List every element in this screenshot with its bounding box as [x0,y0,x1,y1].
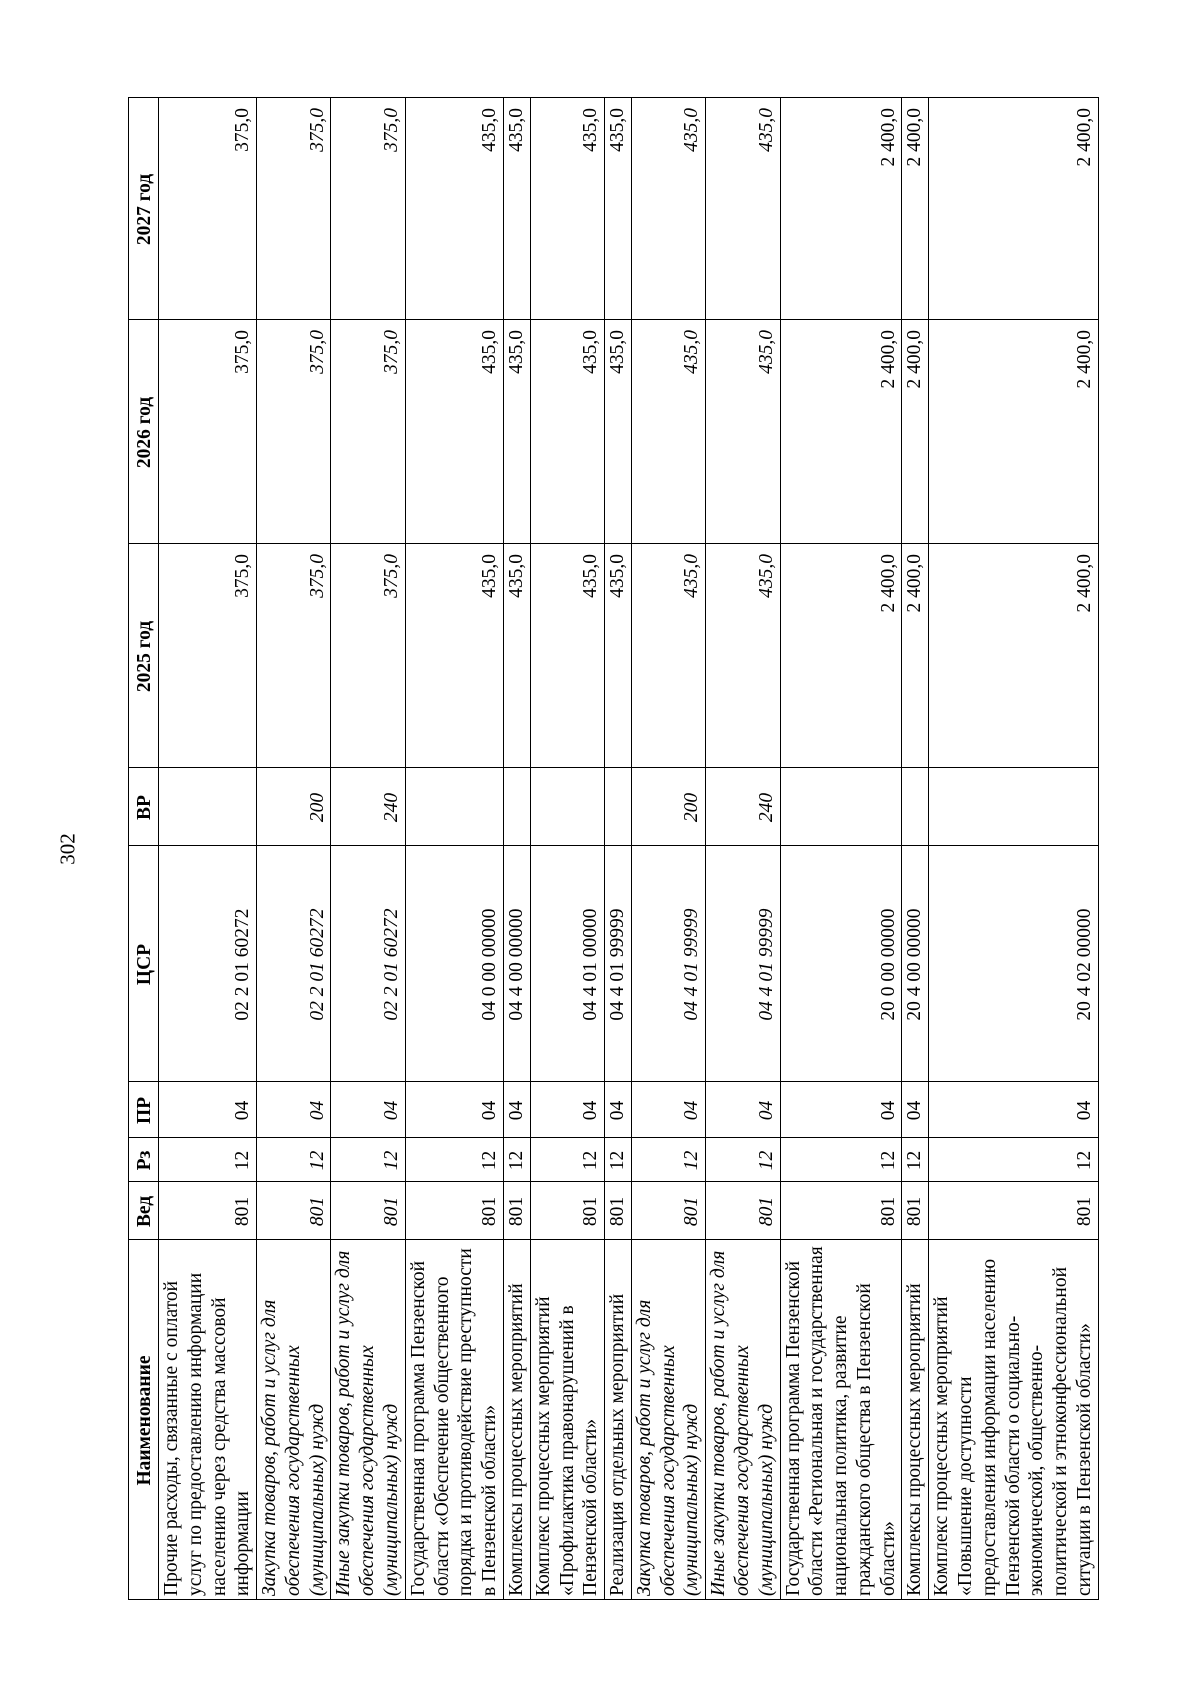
cell-pr: 04 [780,1082,902,1138]
cell-rz: 12 [929,1138,1098,1182]
cell-pr: 04 [331,1082,405,1138]
cell-2027: 375,0 [331,98,405,320]
header-vr: ВР [129,768,159,846]
cell-ved: 801 [631,1182,705,1240]
table-row [159,98,257,1600]
rotated-table-container [128,98,1095,1600]
cell-csr: 04 4 00 00000 [503,846,530,1082]
cell-ved: 801 [257,1182,331,1240]
table-row [503,98,530,1600]
cell-2026: 435,0 [503,320,530,544]
cell-name: Комплексы процессных мероприятий [503,1240,530,1600]
cell-rz: 12 [631,1138,705,1182]
cell-2025: 2 400,0 [780,544,902,768]
cell-2025: 375,0 [257,544,331,768]
table-row [631,98,705,1600]
cell-vr [902,768,929,846]
cell-pr: 04 [706,1082,780,1138]
cell-2025: 435,0 [530,544,604,768]
cell-2026: 435,0 [706,320,780,544]
cell-rz: 12 [503,1138,530,1182]
cell-vr [780,768,902,846]
header-2025: 2025 год [129,544,159,768]
cell-name: Закупка товаров, работ и услуг для обеспечения государственных (муниципальных) нужд [631,1240,705,1600]
cell-rz: 12 [257,1138,331,1182]
cell-vr: 240 [706,768,780,846]
cell-pr: 04 [503,1082,530,1138]
cell-2027: 2 400,0 [902,98,929,320]
cell-2026: 435,0 [530,320,604,544]
cell-2025: 435,0 [605,544,632,768]
cell-rz: 12 [331,1138,405,1182]
cell-name: Прочие расходы, связанные с оплатой услуг по предоставлению информации населению через средства массовой информации [159,1240,257,1600]
cell-vr [159,768,257,846]
cell-2026: 375,0 [159,320,257,544]
table-row [605,98,632,1600]
cell-2025: 435,0 [631,544,705,768]
cell-pr: 04 [631,1082,705,1138]
cell-name: Комплекс процессных мероприятий «Повышение доступности предоставления информации населению Пензенской области о социально-экономической, общественно-политической и этноконфессиональной ситуации в Пензенской области» [929,1240,1098,1600]
cell-2025: 375,0 [331,544,405,768]
cell-vr [530,768,604,846]
cell-csr: 02 2 01 60272 [159,846,257,1082]
cell-ved: 801 [605,1182,632,1240]
cell-ved: 801 [706,1182,780,1240]
cell-csr: 20 0 00 00000 [780,846,902,1082]
cell-pr: 04 [902,1082,929,1138]
cell-2026: 435,0 [631,320,705,544]
cell-csr: 04 4 01 00000 [530,846,604,1082]
cell-vr: 240 [331,768,405,846]
header-name: Наименование [129,1240,159,1600]
cell-name: Государственная программа Пензенской области «Обеспечение общественного порядка и противодействие преступности в Пензенской области» [405,1240,503,1600]
cell-2025: 435,0 [503,544,530,768]
cell-name: Иные закупки товаров, работ и услуг для обеспечения государственных (муниципальных) нужд [706,1240,780,1600]
table-row [780,98,902,1600]
table-header-row [129,98,159,1600]
table-row [902,98,929,1600]
cell-csr: 20 4 00 00000 [902,846,929,1082]
cell-2025: 375,0 [159,544,257,768]
cell-pr: 04 [257,1082,331,1138]
cell-pr: 04 [405,1082,503,1138]
cell-2027: 435,0 [631,98,705,320]
header-2027: 2027 год [129,98,159,320]
cell-ved: 801 [331,1182,405,1240]
table-row [929,98,1098,1600]
cell-vr [405,768,503,846]
cell-2027: 2 400,0 [780,98,902,320]
cell-vr [929,768,1098,846]
cell-csr: 20 4 02 00000 [929,846,1098,1082]
cell-2027: 435,0 [530,98,604,320]
cell-pr: 04 [530,1082,604,1138]
cell-2027: 435,0 [503,98,530,320]
cell-rz: 12 [902,1138,929,1182]
cell-ved: 801 [405,1182,503,1240]
table-row [257,98,331,1600]
cell-rz: 12 [405,1138,503,1182]
cell-ved: 801 [780,1182,902,1240]
cell-csr: 02 2 01 60272 [331,846,405,1082]
table-row [405,98,503,1600]
cell-2026: 375,0 [257,320,331,544]
cell-pr: 04 [929,1082,1098,1138]
cell-2026: 2 400,0 [902,320,929,544]
cell-2026: 2 400,0 [929,320,1098,544]
cell-pr: 04 [159,1082,257,1138]
cell-2026: 435,0 [605,320,632,544]
cell-2026: 435,0 [405,320,503,544]
cell-2025: 2 400,0 [929,544,1098,768]
cell-csr: 04 4 01 99999 [631,846,705,1082]
cell-2027: 435,0 [706,98,780,320]
table-row [706,98,780,1600]
cell-rz: 12 [780,1138,902,1182]
cell-2027: 375,0 [257,98,331,320]
cell-2026: 375,0 [331,320,405,544]
cell-ved: 801 [929,1182,1098,1240]
cell-name: Реализация отдельных мероприятий [605,1240,632,1600]
header-2026: 2026 год [129,320,159,544]
cell-2027: 375,0 [159,98,257,320]
cell-vr: 200 [631,768,705,846]
header-pr: ПР [129,1082,159,1138]
cell-rz: 12 [706,1138,780,1182]
header-csr: ЦСР [129,846,159,1082]
cell-csr: 02 2 01 60272 [257,846,331,1082]
cell-name: Иные закупки товаров, работ и услуг для обеспечения государственных (муниципальных) нужд [331,1240,405,1600]
cell-vr [503,768,530,846]
cell-csr: 04 4 01 99999 [605,846,632,1082]
budget-table [128,97,1099,1600]
cell-name: Закупка товаров, работ и услуг для обеспечения государственных (муниципальных) нужд [257,1240,331,1600]
cell-2026: 2 400,0 [780,320,902,544]
cell-rz: 12 [159,1138,257,1182]
cell-ved: 801 [902,1182,929,1240]
cell-name: Комплексы процессных мероприятий [902,1240,929,1600]
cell-2025: 2 400,0 [902,544,929,768]
cell-2027: 435,0 [605,98,632,320]
cell-ved: 801 [159,1182,257,1240]
cell-name: Государственная программа Пензенской области «Региональная и государственная национальная политика, развитие гражданского общества в Пензенской области» [780,1240,902,1600]
cell-rz: 12 [605,1138,632,1182]
table-row [530,98,604,1600]
cell-csr: 04 4 01 99999 [706,846,780,1082]
table-row [331,98,405,1600]
cell-pr: 04 [605,1082,632,1138]
cell-vr: 200 [257,768,331,846]
cell-rz: 12 [530,1138,604,1182]
header-ved: Вед [129,1182,159,1240]
cell-ved: 801 [503,1182,530,1240]
cell-2025: 435,0 [706,544,780,768]
cell-ved: 801 [530,1182,604,1240]
cell-2027: 435,0 [405,98,503,320]
cell-name: Комплекс процессных мероприятий «Профилактика правонарушений в Пензенской области» [530,1240,604,1600]
table-body [159,98,1099,1600]
header-rz: Рз [129,1138,159,1182]
cell-csr: 04 0 00 00000 [405,846,503,1082]
page-number: 302 [55,833,80,865]
cell-vr [605,768,632,846]
cell-2025: 435,0 [405,544,503,768]
cell-2027: 2 400,0 [929,98,1098,320]
